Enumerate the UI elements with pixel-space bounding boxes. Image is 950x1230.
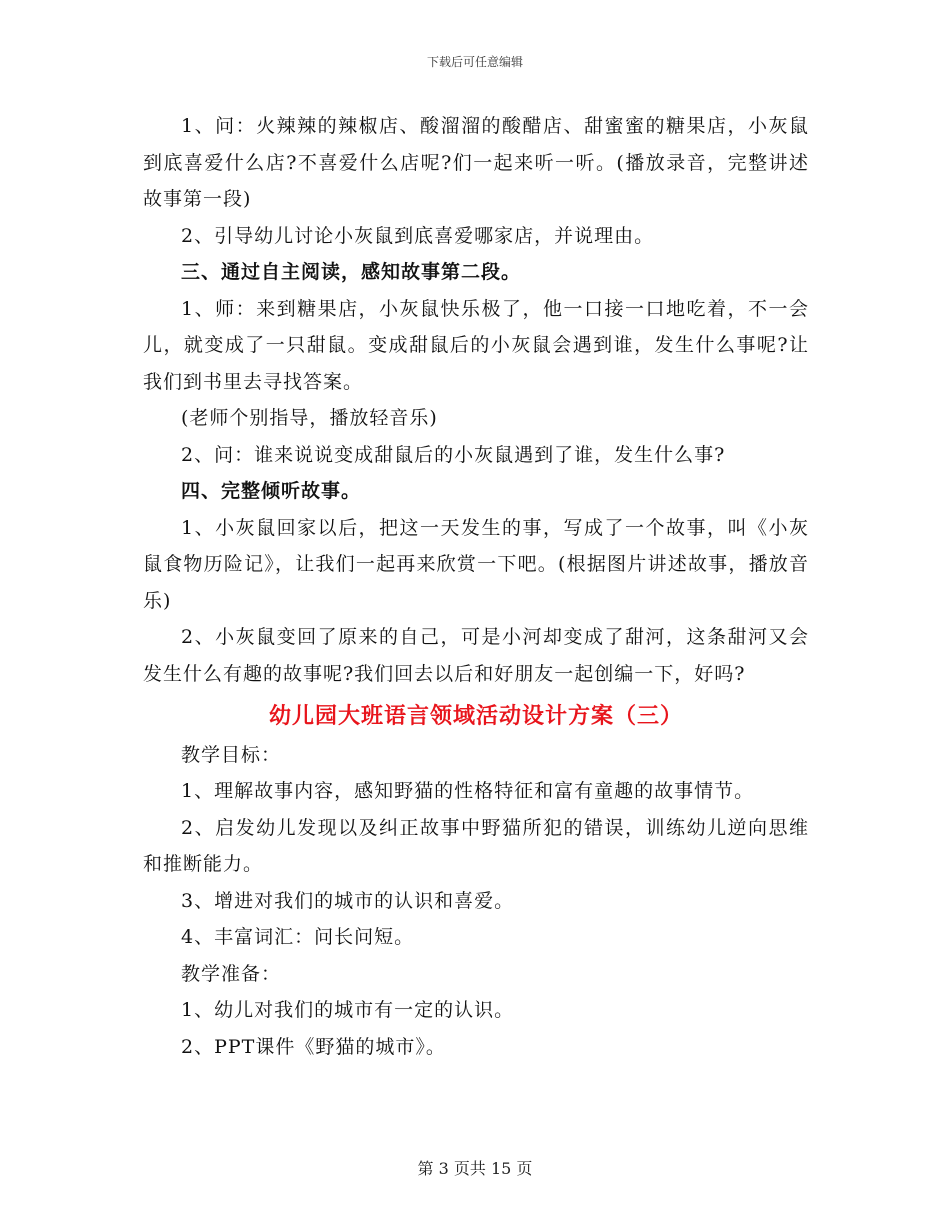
- paragraph: 1、师：来到糖果店，小灰鼠快乐极了，他一口接一口地吃着，不一会儿，就变成了一只甜鼠。变成甜鼠后的小灰鼠会遇到谁，发生什么事呢?让我们到书里去寻找答案。: [143, 297, 809, 393]
- paragraph: 4、丰富词汇：问长问短。: [181, 926, 415, 948]
- paragraph: 2、问：谁来说说变成甜鼠后的小灰鼠遇到了谁，发生什么事?: [181, 443, 726, 466]
- paragraph: 2、小灰鼠变回了原来的自己，可是小河却变成了甜河，这条甜河又会发生什么有趣的故事呢?我们回去以后和好朋友一起创编一下，好吗?: [143, 626, 809, 685]
- paragraph: (老师个别指导，播放轻音乐): [181, 407, 438, 429]
- paragraph: 2、引导幼儿讨论小灰鼠到底喜爱哪家店，并说理由。: [181, 224, 655, 247]
- paragraph: 教学目标：: [181, 743, 282, 766]
- paragraph: 1、理解故事内容，感知野猫的性格特征和富有童趣的故事情节。: [181, 780, 755, 802]
- paragraph: 1、小灰鼠回家以后，把这一天发生的事，写成了一个故事，叫《小灰鼠食物历险记》，让我们一起再来欣赏一下吧。(根据图片讲述故事，播放音乐): [143, 516, 809, 612]
- page-footer: 第 3 页共 15 页: [417, 1159, 533, 1178]
- paragraph: 3、增进对我们的城市的认识和喜爱。: [181, 889, 515, 912]
- paragraph: 1、幼儿对我们的城市有一定的认识。: [181, 999, 515, 1021]
- page-header: 下载后可任意编辑: [426, 55, 523, 69]
- paragraph: 2、启发幼儿发现以及纠正故事中野猫所犯的错误，训练幼儿逆向思维和推断能力。: [143, 816, 809, 875]
- document-title: 幼儿园大班语言领域活动设计方案（三）: [268, 703, 683, 729]
- paragraph: 教学准备：: [181, 962, 282, 985]
- paragraph: 2、PPT课件《野猫的城市》。: [181, 1035, 446, 1058]
- paragraphs-top: [143, 108, 809, 692]
- paragraphs-bottom: [143, 737, 809, 1066]
- paragraph: 1、问：火辣辣的辣椒店、酸溜溜的酸醋店、甜蜜蜜的糖果店，小灰鼠到底喜爱什么店?不喜爱什么店呢?们一起来听一听。(播放录音，完整讲述故事第一段): [143, 115, 809, 210]
- section-heading: 四、完整倾听故事。: [181, 480, 362, 502]
- section-heading: 三、通过自主阅读，感知故事第二段。: [181, 261, 522, 283]
- document-body: [143, 108, 809, 1065]
